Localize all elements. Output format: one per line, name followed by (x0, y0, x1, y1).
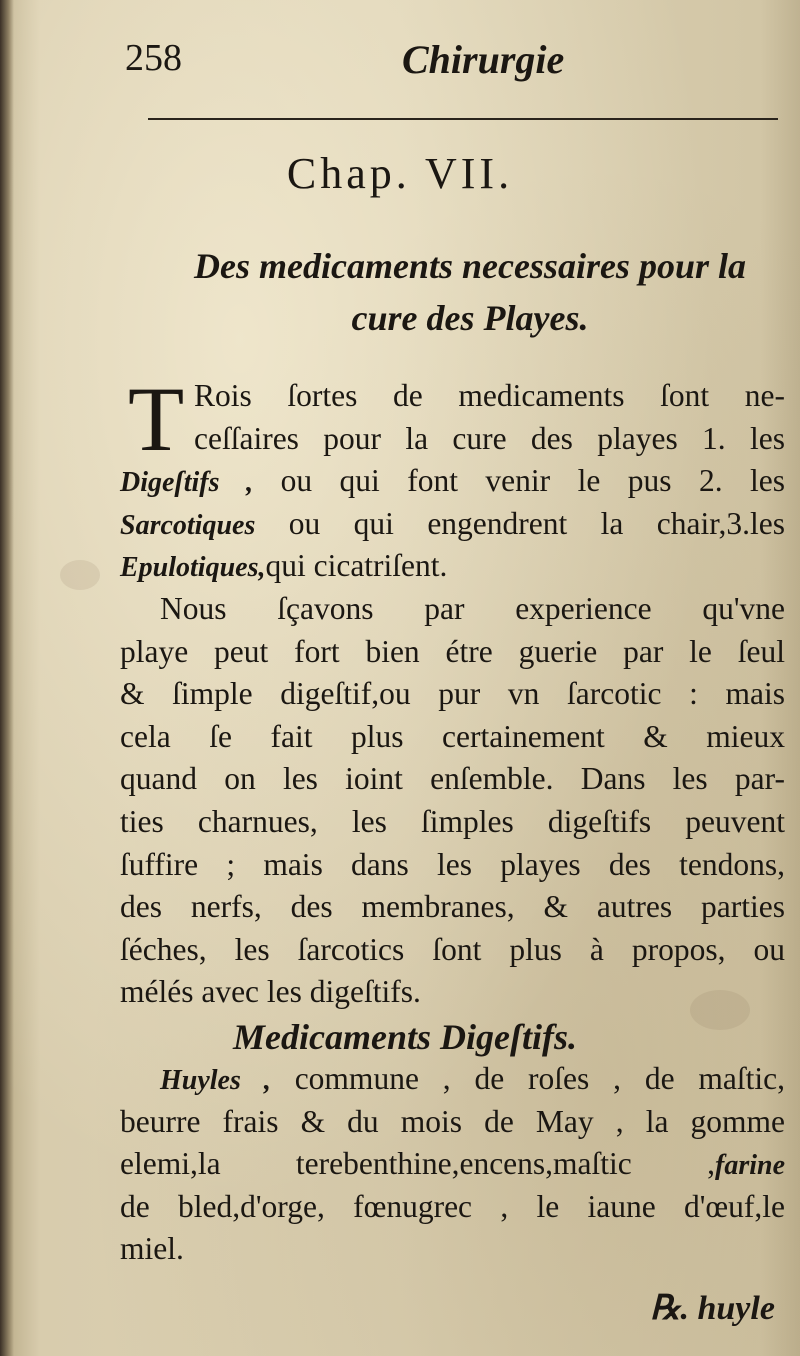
text-line (120, 1143, 785, 1186)
text-line (120, 1058, 785, 1101)
chapter-title: Chap. VII. (286, 149, 514, 198)
drop-cap: T (128, 368, 185, 470)
page-header (0, 28, 800, 88)
text-line: mélés avec les digeſtifs. (120, 974, 421, 1010)
chapter-subtitle (150, 240, 790, 344)
text-line (120, 460, 785, 503)
header-rule (148, 118, 778, 120)
text-segment: qui cicatriſent. (265, 548, 448, 584)
text-line: playe peut fort bien étre guerie par le ſeul (120, 633, 785, 669)
text-line: des nerfs, des membranes, & autres parties (120, 889, 785, 925)
text-line: & ſimple digeſtif,ou pur vn ſarcotic : mais (120, 676, 785, 712)
text-line: ceſſaires pour la cure des playes 1. les (194, 420, 785, 456)
term-digestifs: Digeſtifs , (120, 467, 254, 499)
catchword: ℞. huyle (650, 1290, 775, 1327)
text-segment: ou qui font venir le pus 2. les (280, 463, 786, 499)
text-segment: ou qui engendrent la chair,3.les (288, 505, 785, 541)
text-line: cela ſe fait plus certainement & mieux (120, 718, 785, 754)
text-line: ſéches, les ſarcotics ſont plus à propos, ou (120, 931, 785, 967)
text-line: Nous ſçavons par experience qu'vne (160, 590, 785, 626)
body-text (120, 368, 786, 1014)
term-sarcotiques: Sarcotiques (120, 509, 256, 541)
text-segment: commune , de roſes , de maſtic, (294, 1061, 785, 1096)
chapter-subtitle-line: Des medicaments necessaires pour la (194, 246, 746, 286)
term-epulotiques: Epulotiques, (120, 552, 266, 584)
text-segment: elemi,la terebenthine,encens,maſtic , (120, 1146, 715, 1182)
page-number: 258 (125, 37, 182, 79)
page-gutter (0, 0, 14, 1356)
text-line: ſuffire ; mais dans les playes des tendons, (120, 846, 785, 882)
text-line (120, 545, 785, 588)
text-line: Rois ſortes de medicaments ſont ne- (194, 378, 785, 413)
text-line: beurre frais & du mois de May , la gomme (120, 1103, 785, 1139)
term-farine: farine (715, 1150, 785, 1182)
text-line: de bled,d'orge, fœnugrec , le iaune d'œuf,le (120, 1188, 785, 1224)
text-line: quand on les ioint enſemble. Dans les par- (120, 761, 785, 797)
paper-stain (60, 560, 100, 590)
term-huyles: Huyles , (160, 1065, 271, 1096)
text-line: miel. (120, 1231, 184, 1267)
text-line (120, 503, 785, 546)
text-line: ties charnues, les ſimples digeſtifs peuvent (120, 803, 785, 839)
section-heading: Medicaments Digeſtifs. (233, 1017, 577, 1057)
chapter-subtitle-line: cure des Playes. (351, 298, 589, 338)
running-head: Chirurgie (402, 37, 565, 82)
body-text (120, 1058, 785, 1271)
